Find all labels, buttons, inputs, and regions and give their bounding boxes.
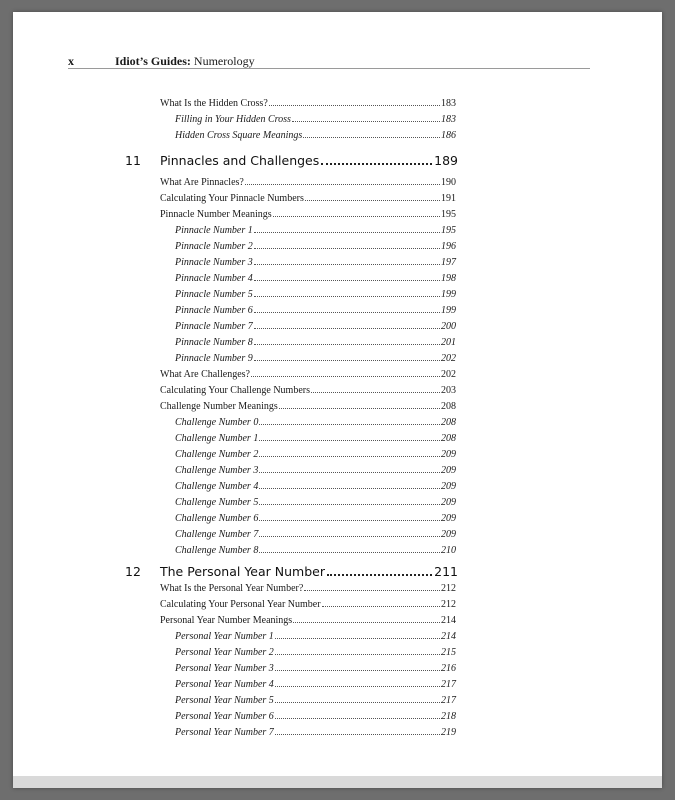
dot-leader [269,104,440,106]
toc-entry[interactable] [160,204,456,220]
dot-leader [254,263,440,265]
toc-entry[interactable] [175,300,456,316]
toc-entry-page: 199 [441,305,456,316]
chapter-number: 11 [125,153,141,168]
toc-entry-title: What Are Pinnacles? [160,177,244,188]
toc-entry-page: 200 [441,321,456,332]
dot-leader [254,247,440,249]
toc-entry-page: 202 [441,369,456,380]
dot-leader [311,391,440,393]
dot-leader [254,343,440,345]
toc-entry-title: Challenge Number 5 [175,497,259,508]
toc-entry-page: 217 [441,679,456,690]
toc-entry-title: Personal Year Number 3 [175,663,274,674]
dot-leader [275,701,440,703]
toc-entry-title: What Are Challenges? [160,369,250,380]
toc-entry-title: Calculating Your Personal Year Number [160,599,321,610]
toc-entry[interactable] [175,722,456,738]
dot-leader [259,519,440,521]
toc-entry-page: 218 [441,711,456,722]
chapter-page: 211 [434,564,458,579]
chapter-page: 189 [434,153,458,168]
dot-leader [254,231,440,233]
toc-entry-title: Challenge Number 4 [175,481,259,492]
dot-leader [322,605,440,607]
toc-entry[interactable] [175,690,456,706]
dot-leader [275,653,440,655]
toc-entry[interactable] [175,674,456,690]
toc-entry-page: 209 [441,497,456,508]
toc-entry[interactable] [175,642,456,658]
toc-entry-title: Pinnacle Number 7 [175,321,253,332]
chapter-number: 12 [125,564,141,579]
toc-entry-page: 212 [441,599,456,610]
toc-entry-page: 183 [441,114,456,125]
toc-entry[interactable] [175,540,456,556]
dot-leader [259,439,440,441]
toc-entry-title: Pinnacle Number 2 [175,241,253,252]
toc-entry-title: Pinnacle Number 5 [175,289,253,300]
toc-entry-title: Pinnacle Number 6 [175,305,253,316]
toc-entry[interactable] [175,220,456,236]
toc-entry-title: What Is the Personal Year Number? [160,583,304,594]
toc-entry-page: 195 [441,209,456,220]
toc-entry[interactable] [175,348,456,364]
toc-entry-page: 214 [441,631,456,642]
toc-entry[interactable] [160,594,456,610]
toc-entry-title: Calculating Your Pinnacle Numbers [160,193,304,204]
toc-entry[interactable] [160,172,456,188]
toc-entry[interactable] [160,396,456,412]
toc-entry[interactable] [175,125,456,141]
toc-entry[interactable] [160,578,456,594]
toc-entry-page: 197 [441,257,456,268]
toc-entry[interactable] [160,380,456,396]
toc-entry-page: 209 [441,513,456,524]
dot-leader [254,327,440,329]
dot-leader [321,162,432,165]
toc-entry[interactable] [175,508,456,524]
dot-leader [259,535,440,537]
toc-entry-page: 209 [441,529,456,540]
book-title [115,54,255,69]
toc-entry-page: 209 [441,481,456,492]
toc-entry[interactable] [175,444,456,460]
toc-entry-page: 183 [441,98,456,109]
toc-entry-page: 208 [441,417,456,428]
dot-leader [279,407,440,409]
toc-entry-page: 216 [441,663,456,674]
toc-entry-page: 186 [441,130,456,141]
toc-entry[interactable] [175,268,456,284]
toc-entry-page: 209 [441,449,456,460]
toc-entry-title: Pinnacle Number 1 [175,225,253,236]
toc-entry-title: Personal Year Number 2 [175,647,274,658]
toc-entry[interactable] [175,626,456,642]
toc-entry-title: Calculating Your Challenge Numbers [160,385,310,396]
dot-leader [245,183,440,185]
toc-entry-page: 201 [441,337,456,348]
toc-entry-page: 202 [441,353,456,364]
toc-entry[interactable] [175,109,456,125]
toc-entry[interactable] [160,364,456,380]
running-header [68,54,590,69]
dot-leader [305,199,440,201]
dot-leader [254,359,440,361]
toc-entry-title: Pinnacle Number 9 [175,353,253,364]
toc-entry[interactable] [175,524,456,540]
toc-entry-title: Challenge Number 0 [175,417,259,428]
dot-leader [259,455,440,457]
toc-entry-title: Challenge Number 3 [175,465,259,476]
chapter-title: Pinnacles and Challenges [160,153,320,168]
toc-entry-title: Challenge Number Meanings [160,401,278,412]
dot-leader [254,295,440,297]
page-number: x [68,54,74,68]
dot-leader [303,136,440,138]
dot-leader [275,717,440,719]
toc-entry-title: Filling in Your Hidden Cross [175,114,291,125]
toc-entry-title: What Is the Hidden Cross? [160,98,268,109]
dot-leader [327,573,432,576]
book-title-series: Idiot’s Guides: [115,54,191,68]
toc-entry-page: 219 [441,727,456,738]
toc-entry[interactable] [175,658,456,674]
toc-entry-title: Personal Year Number Meanings [160,615,293,626]
dot-leader [293,621,440,623]
toc-entry-title: Personal Year Number 1 [175,631,274,642]
book-page [13,12,662,788]
toc-entry-title: Challenge Number 8 [175,545,259,556]
toc-entry-page: 215 [441,647,456,658]
toc-entry-page: 191 [441,193,456,204]
toc-entry-title: Personal Year Number 5 [175,695,274,706]
toc-entry-title: Pinnacle Number 4 [175,273,253,284]
toc-entry[interactable] [160,188,456,204]
dot-leader [292,120,440,122]
toc-entry-title: Challenge Number 1 [175,433,259,444]
toc-entry-page: 190 [441,177,456,188]
toc-entry[interactable] [175,316,456,332]
toc-entry-title: Pinnacle Number 8 [175,337,253,348]
toc-entry[interactable] [175,252,456,268]
toc-entry-page: 217 [441,695,456,706]
toc-entry-title: Personal Year Number 7 [175,727,274,738]
dot-leader [259,423,440,425]
toc-entry-title: Challenge Number 6 [175,513,259,524]
toc-entry[interactable] [175,284,456,300]
dot-leader [275,637,440,639]
toc-entry-page: 198 [441,273,456,284]
dot-leader [254,279,440,281]
toc-entry-title: Pinnacle Number 3 [175,257,253,268]
toc-entry-title: Hidden Cross Square Meanings [175,130,303,141]
dot-leader [275,733,440,735]
dot-leader [259,471,440,473]
dot-leader [251,375,440,377]
chapter-heading-11[interactable] [125,148,458,168]
dot-leader [273,215,440,217]
toc-entry-page: 208 [441,401,456,412]
toc-entry-title: Pinnacle Number Meanings [160,209,272,220]
toc-entry-page: 203 [441,385,456,396]
chapter-title: The Personal Year Number [160,564,325,579]
toc-entry-page: 208 [441,433,456,444]
toc-entry[interactable] [175,412,456,428]
toc-entry[interactable] [175,476,456,492]
toc-entry[interactable] [175,332,456,348]
toc-entry[interactable] [175,236,456,252]
toc-entry[interactable] [160,93,456,109]
dot-leader [259,503,440,505]
dot-leader [275,669,440,671]
toc-entry[interactable] [175,706,456,722]
toc-entry[interactable] [175,428,456,444]
toc-entry[interactable] [160,610,456,626]
toc-entry[interactable] [175,460,456,476]
toc-entry-page: 199 [441,289,456,300]
toc-entry-title: Personal Year Number 4 [175,679,274,690]
toc-entry[interactable] [175,492,456,508]
dot-leader [254,311,440,313]
book-title-subject: Numerology [190,54,255,68]
dot-leader [259,551,440,553]
toc-entry-title: Challenge Number 2 [175,449,259,460]
toc-entry-title: Personal Year Number 6 [175,711,274,722]
dot-leader [259,487,440,489]
toc-entry-page: 212 [441,583,456,594]
dot-leader [304,589,440,591]
toc-entry-page: 210 [441,545,456,556]
dot-leader [275,685,440,687]
toc-entry-page: 209 [441,465,456,476]
toc-entry-page: 195 [441,225,456,236]
page-bottom-edge [13,776,662,788]
chapter-heading-12[interactable] [125,559,458,579]
toc-entry-page: 196 [441,241,456,252]
toc-entry-title: Challenge Number 7 [175,529,259,540]
toc-entry-page: 214 [441,615,456,626]
